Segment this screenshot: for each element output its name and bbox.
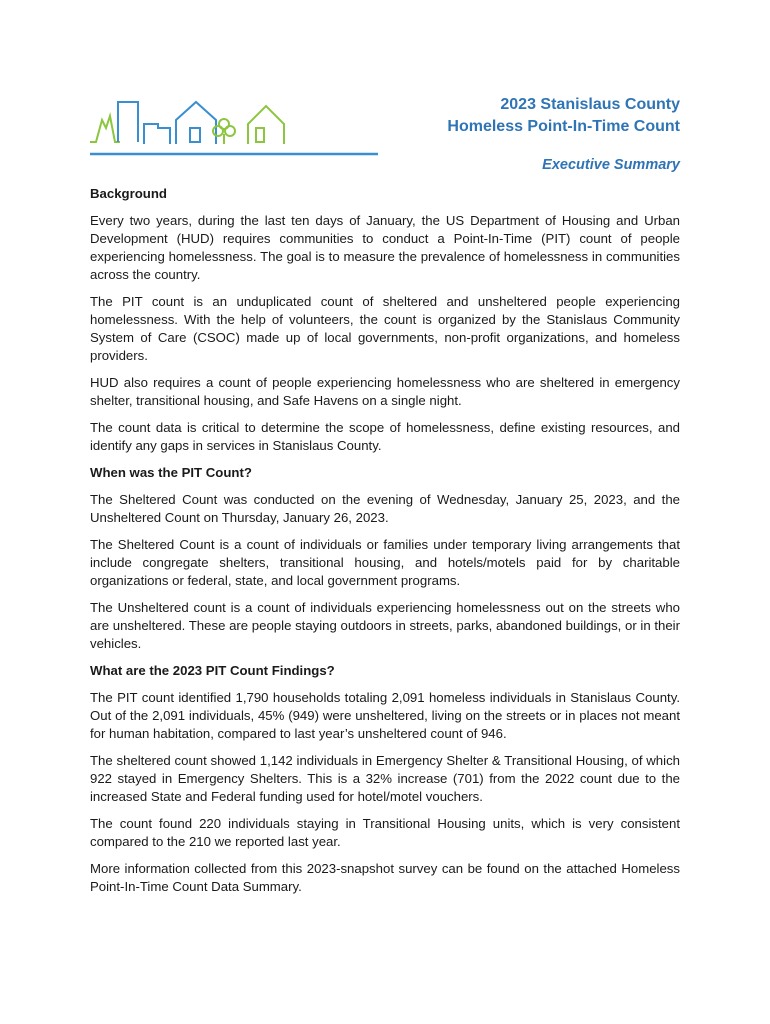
paragraph: The PIT count identified 1,790 households totaling 2,091 homeless individuals in Stanislaus County. Out of the 2,091 individuals, 45% (949) were unsheltered, living on the streets or in places not meant for human habitation, compared to last year’s unsheltered count of 946. (90, 690, 680, 741)
section-heading: Background (90, 186, 167, 201)
paragraph: The Sheltered Count was conducted on the evening of Wednesday, January 25, 2023, and the Unsheltered Count on Thursday, January 26, 2023. (90, 492, 680, 525)
logo-house-door (190, 128, 200, 142)
paragraph: The sheltered count showed 1,142 individuals in Emergency Shelter & Transitional Housing, of which 922 stayed in Emergency Shelters. This is a 32% increase (701) from the 2022 count due to the increased State and Federal funding used for hotel/motel vouchers. (90, 753, 680, 804)
title-line-1: 2023 Stanislaus County (500, 96, 680, 113)
paragraph: The count found 220 individuals staying in Transitional Housing units, which is very consistent compared to the 210 we reported last year. (90, 816, 680, 849)
paragraph: The PIT count is an unduplicated count of sheltered and unsheltered people experiencing homelessness. With the help of volunteers, the count is organized by the Stanislaus Community System of Care (CSOC) made up of local governments, non-profit organizations, and homeless providers. (90, 294, 680, 363)
title-line-2: Homeless Point-In-Time Count (447, 118, 680, 135)
section-heading: What are the 2023 PIT Count Findings? (90, 663, 335, 678)
logo-right-house (248, 106, 284, 144)
logo-tree-left (213, 126, 223, 136)
document-subtitle: Executive Summary (542, 157, 680, 173)
logo-hills (90, 116, 120, 142)
logo-house-roof (176, 102, 216, 144)
paragraph: Every two years, during the last ten days of January, the US Department of Housing and Urban Development (HUD) requires communities to conduct a Point-In-Time (PIT) count of people experiencing homelessness. The goal is to measure the prevalence of homelessness in communities across the country. (90, 213, 680, 282)
paragraph: The Sheltered Count is a count of individuals or families under temporary living arrangements that include congregate shelters, transitional housing, and hotels/motels paid for by charitable organizations or federal, state, and local government programs. (90, 537, 680, 588)
section-findings (90, 662, 680, 896)
paragraph: The Unsheltered count is a count of individuals experiencing homelessness out on the streets who are unsheltered. These are people staying outdoors in streets, parks, abandoned buildings, or in their vehicles. (90, 600, 680, 651)
section-when (90, 464, 680, 653)
section-background (90, 185, 680, 455)
logo-small-house (144, 124, 170, 144)
paragraph: More information collected from this 2023-snapshot survey can be found on the attached Homeless Point-In-Time Count Data Summary. (90, 861, 680, 894)
logo-tall-building (118, 102, 138, 142)
logo-tree-right (225, 126, 235, 136)
paragraph: HUD also requires a count of people experiencing homelessness who are sheltered in emergency shelter, transitional housing, and Safe Havens on a single night. (90, 375, 680, 408)
housing-skyline-logo (88, 98, 380, 162)
document-title (447, 94, 680, 138)
logo-right-door (256, 128, 264, 142)
document-body (90, 185, 680, 905)
paragraph: The count data is critical to determine the scope of homelessness, define existing resources, and identify any gaps in services in Stanislaus County. (90, 420, 680, 453)
section-heading: When was the PIT Count? (90, 465, 252, 480)
